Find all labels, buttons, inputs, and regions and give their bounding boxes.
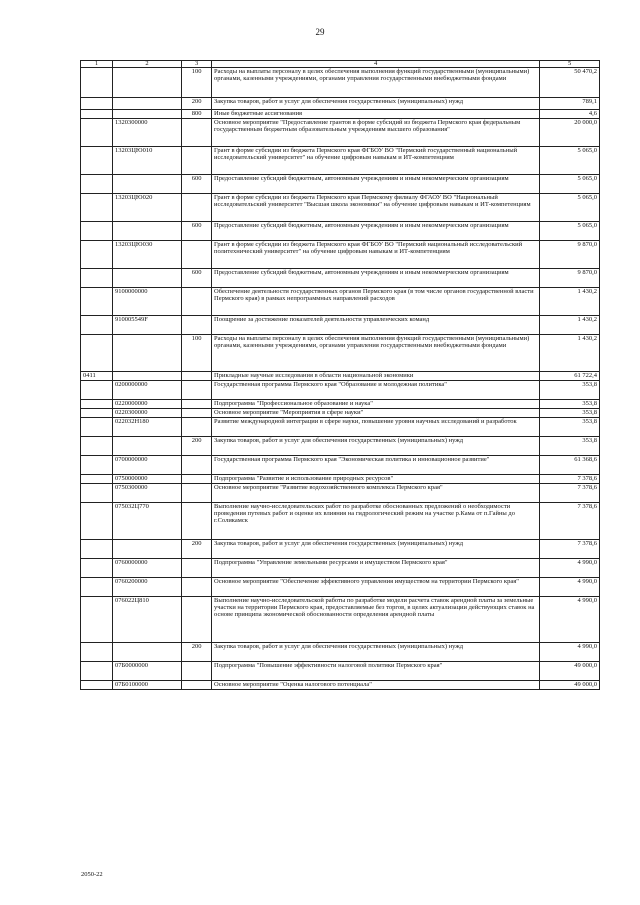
row-section-code	[81, 241, 113, 269]
row-section-code	[81, 110, 113, 119]
row-name: Предоставление субсидий бюджетным, автономным учреждениям и иным некоммерческим организациям	[212, 269, 540, 288]
table-row	[81, 475, 600, 484]
row-amount: 4 990,0	[540, 559, 600, 578]
row-name: Закупка товаров, работ и услуг для обеспечения государственных (муниципальных) нужд	[212, 98, 540, 110]
table-row	[81, 222, 600, 241]
row-expense-type	[182, 119, 212, 147]
row-section-code	[81, 662, 113, 681]
row-expense-type: 600	[182, 175, 212, 194]
document-code: 2050-22	[81, 871, 103, 878]
row-amount: 49 000,0	[540, 662, 600, 681]
row-target-code	[112, 540, 181, 559]
row-section-code	[81, 68, 113, 98]
table-row	[81, 597, 600, 643]
row-expense-type: 100	[182, 335, 212, 372]
row-name: Закупка товаров, работ и услуг для обеспечения государственных (муниципальных) нужд	[212, 643, 540, 662]
row-expense-type: 600	[182, 269, 212, 288]
row-section-code	[81, 269, 113, 288]
row-expense-type: 600	[182, 222, 212, 241]
row-section-code	[81, 316, 113, 335]
table-row	[81, 194, 600, 222]
row-target-code: 0760200000	[112, 578, 181, 597]
row-target-code	[112, 372, 181, 381]
row-name: Подпрограмма "Профессиональное образование и наука"	[212, 400, 540, 409]
table-row	[81, 578, 600, 597]
row-name: Основное мероприятие "Мероприятия в сфере науки"	[212, 409, 540, 418]
row-amount: 4 990,0	[540, 643, 600, 662]
row-amount: 353,8	[540, 418, 600, 437]
row-name: Подпрограмма "Развитие и использование природных ресурсов"	[212, 475, 540, 484]
row-amount: 61 722,4	[540, 372, 600, 381]
row-section-code	[81, 119, 113, 147]
table-header-row	[81, 61, 600, 68]
row-target-code: 076022Ц810	[112, 597, 181, 643]
row-name: Предоставление субсидий бюджетным, автономным учреждениям и иным некоммерческим организациям	[212, 175, 540, 194]
row-section-code: 0411	[81, 372, 113, 381]
row-section-code	[81, 335, 113, 372]
row-target-code	[112, 68, 181, 98]
row-name: Грант в форме субсидии из бюджета Пермского края ФГБОУ ВО "Пермский государственный национальный исследовательский университет" на обучение цифровым навыкам и ИТ-компетенциям	[212, 147, 540, 175]
row-name: Обеспечение деятельности государственных органов Пермского края (в том числе органов государственной власти Пермского края) в рамках непрограммных направлений расходов	[212, 288, 540, 316]
row-expense-type	[182, 475, 212, 484]
row-amount: 1 430,2	[540, 288, 600, 316]
row-name: Подпрограмма "Управление земельными ресурсами и имуществом Пермского края"	[212, 559, 540, 578]
row-amount: 5 065,0	[540, 194, 600, 222]
row-name: Прикладные научные исследования в области национальной экономики	[212, 372, 540, 381]
row-name: Иные бюджетные ассигнования	[212, 110, 540, 119]
row-amount: 49 000,0	[540, 681, 600, 690]
row-name: Государственная программа Пермского края "Экономическая политика и инновационное развитие"	[212, 456, 540, 475]
row-expense-type	[182, 147, 212, 175]
row-expense-type	[182, 418, 212, 437]
row-target-code: 0220300000	[112, 409, 181, 418]
table-row	[81, 68, 600, 98]
table-row	[81, 540, 600, 559]
row-expense-type	[182, 372, 212, 381]
row-expense-type: 200	[182, 643, 212, 662]
row-target-code: 1320300000	[112, 119, 181, 147]
row-section-code	[81, 540, 113, 559]
row-expense-type	[182, 662, 212, 681]
row-amount: 7 378,6	[540, 503, 600, 540]
row-target-code: 910005549F	[112, 316, 181, 335]
row-section-code	[81, 681, 113, 690]
row-section-code	[81, 147, 113, 175]
row-expense-type: 200	[182, 98, 212, 110]
row-target-code: 0750300000	[112, 484, 181, 503]
row-expense-type	[182, 288, 212, 316]
row-amount: 9 870,0	[540, 269, 600, 288]
row-amount: 5 065,0	[540, 147, 600, 175]
table-row	[81, 400, 600, 409]
row-section-code	[81, 175, 113, 194]
table-row	[81, 288, 600, 316]
row-section-code	[81, 643, 113, 662]
row-section-code	[81, 381, 113, 400]
row-amount: 789,1	[540, 98, 600, 110]
row-section-code	[81, 559, 113, 578]
row-expense-type	[182, 194, 212, 222]
row-section-code	[81, 484, 113, 503]
row-name: Основное мероприятие "Обеспечение эффективного управления имуществом на территории Пермского края"	[212, 578, 540, 597]
row-target-code	[112, 222, 181, 241]
row-amount: 1 430,2	[540, 335, 600, 372]
row-target-code	[112, 110, 181, 119]
row-target-code: 13203ЦЮ030	[112, 241, 181, 269]
header-cell: 5	[540, 61, 600, 68]
table-row	[81, 559, 600, 578]
row-target-code: 0760000000	[112, 559, 181, 578]
table-row	[81, 662, 600, 681]
row-section-code	[81, 288, 113, 316]
row-name: Поощрение за достижение показателей деятельности управленческих команд	[212, 316, 540, 335]
row-target-code	[112, 269, 181, 288]
row-amount: 353,8	[540, 409, 600, 418]
row-expense-type	[182, 503, 212, 540]
row-amount: 50 470,2	[540, 68, 600, 98]
page-number: 29	[315, 27, 325, 37]
row-expense-type	[182, 409, 212, 418]
row-target-code	[112, 98, 181, 110]
row-amount: 4 990,0	[540, 578, 600, 597]
row-name: Предоставление субсидий бюджетным, автономным учреждениям и иным некоммерческим организациям	[212, 222, 540, 241]
row-name: Грант в форме субсидии из бюджета Пермского края ФГБОУ ВО "Пермский национальный исследовательский политехнический университет" на обучение цифровым навыкам и ИТ-компетенциям	[212, 241, 540, 269]
table-row	[81, 110, 600, 119]
row-amount: 20 000,0	[540, 119, 600, 147]
row-expense-type	[182, 241, 212, 269]
row-target-code	[112, 643, 181, 662]
row-section-code	[81, 400, 113, 409]
row-target-code: 022032Н180	[112, 418, 181, 437]
header-cell: 1	[81, 61, 113, 68]
row-name: Государственная программа Пермского края "Образование и молодежная политика"	[212, 381, 540, 400]
row-name: Основное мероприятие "Предоставление грантов в форме субсидий из бюджета Пермского края федеральным государственным бюджетным образовательным учреждениям высшего образования"	[212, 119, 540, 147]
row-name: Подпрограмма "Повышение эффективности налоговой политики Пермского края"	[212, 662, 540, 681]
row-section-code	[81, 456, 113, 475]
header-cell: 2	[112, 61, 181, 68]
row-amount: 7 378,6	[540, 484, 600, 503]
row-section-code	[81, 475, 113, 484]
table-row	[81, 372, 600, 381]
row-name: Основное мероприятие "Оценка налогового потенциала"	[212, 681, 540, 690]
row-section-code	[81, 409, 113, 418]
header-cell: 4	[212, 61, 540, 68]
row-expense-type	[182, 316, 212, 335]
row-section-code	[81, 418, 113, 437]
row-target-code: 0700000000	[112, 456, 181, 475]
table-row	[81, 643, 600, 662]
row-expense-type	[182, 456, 212, 475]
row-name: Расходы на выплаты персоналу в целях обеспечения выполнения функций государственными (муниципальными) органами, казенными учреждениями, органами управления государственными внебюджетными фондами	[212, 68, 540, 98]
table-row	[81, 147, 600, 175]
row-expense-type: 100	[182, 68, 212, 98]
row-name: Основное мероприятие "Развитие водохозяйственного комплекса Пермского края"	[212, 484, 540, 503]
budget-table	[80, 60, 600, 690]
table-row	[81, 269, 600, 288]
row-target-code: 13203ЦЮ020	[112, 194, 181, 222]
row-target-code: 13203ЦЮ010	[112, 147, 181, 175]
row-target-code: 0220000000	[112, 400, 181, 409]
row-expense-type: 800	[182, 110, 212, 119]
row-expense-type	[182, 559, 212, 578]
table-row	[81, 175, 600, 194]
row-target-code: 9100000000	[112, 288, 181, 316]
row-amount: 7 378,6	[540, 540, 600, 559]
row-expense-type: 200	[182, 540, 212, 559]
table-row	[81, 484, 600, 503]
row-section-code	[81, 222, 113, 241]
row-section-code	[81, 578, 113, 597]
row-amount: 1 430,2	[540, 316, 600, 335]
row-target-code: 07Б0000000	[112, 662, 181, 681]
row-amount: 353,8	[540, 400, 600, 409]
row-name: Расходы на выплаты персоналу в целях обеспечения выполнения функций государственными (муниципальными) органами, казенными учреждениями, органами управления государственными внебюджетными фондами	[212, 335, 540, 372]
row-name: Грант в форме субсидии из бюджета Пермского края Пермскому филиалу ФГАОУ ВО "Национальный исследовательский университет "Высшая школа экономики" на обучение цифровым навыкам и ИТ-компетенциям	[212, 194, 540, 222]
row-amount: 353,8	[540, 437, 600, 456]
row-section-code	[81, 98, 113, 110]
row-name: Выполнение научно-исследовательских работ по разработке обоснованных предложений о необходимости проведения путевых работ и оценке их влияния на гидрологический режим на участке р.Кама от п.Гайны до г.Соликамск	[212, 503, 540, 540]
table-row	[81, 456, 600, 475]
row-name: Закупка товаров, работ и услуг для обеспечения государственных (муниципальных) нужд	[212, 540, 540, 559]
row-amount: 4,6	[540, 110, 600, 119]
row-amount: 4 990,0	[540, 597, 600, 643]
row-target-code: 075032Ц770	[112, 503, 181, 540]
row-target-code: 0200000000	[112, 381, 181, 400]
row-target-code: 07Б0100000	[112, 681, 181, 690]
table-row	[81, 409, 600, 418]
table-row	[81, 119, 600, 147]
row-expense-type: 200	[182, 437, 212, 456]
row-expense-type	[182, 597, 212, 643]
table-row	[81, 381, 600, 400]
row-name: Развитие международной интеграции в сфере науки, повышение уровня научных исследований и разработок	[212, 418, 540, 437]
row-expense-type	[182, 681, 212, 690]
table-row	[81, 316, 600, 335]
table-row	[81, 241, 600, 269]
row-section-code	[81, 437, 113, 456]
row-section-code	[81, 194, 113, 222]
table-row	[81, 437, 600, 456]
row-amount: 5 065,0	[540, 222, 600, 241]
row-amount: 7 378,6	[540, 475, 600, 484]
table-row	[81, 98, 600, 110]
header-cell: 3	[182, 61, 212, 68]
table-row	[81, 503, 600, 540]
row-target-code	[112, 437, 181, 456]
row-amount: 9 870,0	[540, 241, 600, 269]
row-section-code	[81, 503, 113, 540]
row-target-code	[112, 335, 181, 372]
row-expense-type	[182, 381, 212, 400]
row-expense-type	[182, 400, 212, 409]
row-name: Закупка товаров, работ и услуг для обеспечения государственных (муниципальных) нужд	[212, 437, 540, 456]
row-expense-type	[182, 578, 212, 597]
row-section-code	[81, 597, 113, 643]
table-row	[81, 681, 600, 690]
table-row	[81, 335, 600, 372]
table-row	[81, 418, 600, 437]
row-amount: 353,8	[540, 381, 600, 400]
row-expense-type	[182, 484, 212, 503]
row-name: Выполнение научно-исследовательской работы по разработке модели расчета ставок арендной платы за земельные участки на территории Пермского края, предоставляемые без торгов, в целях актуализации действующих ставок на основе принципа экономической обоснованности определения арендной платы	[212, 597, 540, 643]
row-amount: 5 065,0	[540, 175, 600, 194]
row-amount: 61 368,6	[540, 456, 600, 475]
row-target-code: 0750000000	[112, 475, 181, 484]
row-target-code	[112, 175, 181, 194]
